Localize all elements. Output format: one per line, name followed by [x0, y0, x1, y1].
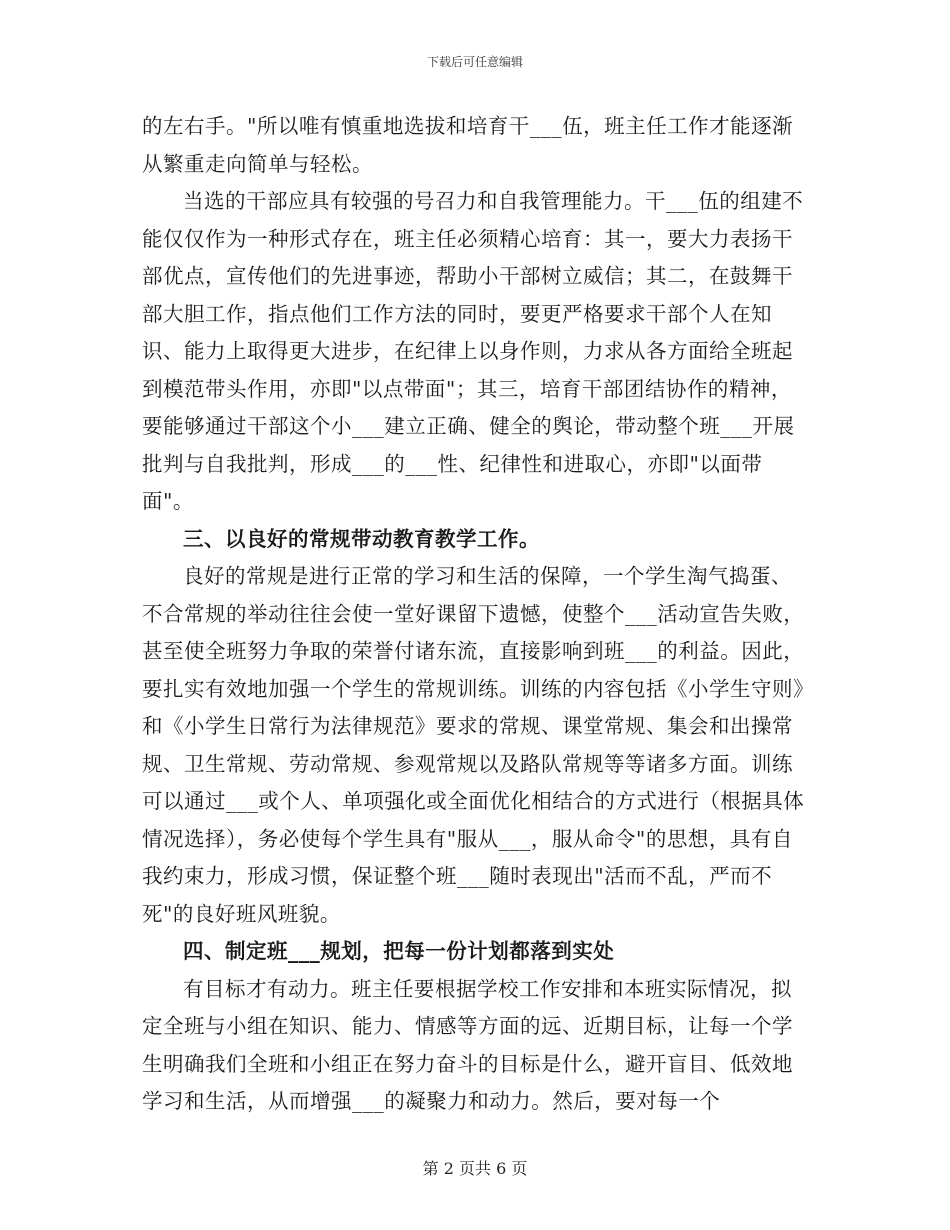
page-footer: 第 2 页共 6 页 — [422, 1159, 528, 1178]
document-body — [142, 108, 808, 1121]
paragraph-goals: 有目标才有动力。班主任要根据学校工作安排和本班实际情况，拟定全班与小组在知识、能力、情感等方面的远、近期目标，让每一个学生明确我们全班和小组正在努力奋斗的目标是什么，避开盲目、低效地学习和生活，从而增强___的凝聚力和动力。然后，要对每一个 — [142, 976, 793, 1113]
paragraph-routine-training: 良好的常规是进行正常的学习和生活的保障，一个学生淘气捣蛋、不合常规的举动往往会使一堂好课留下遗憾，使整个___活动宣告失败，甚至使全班努力争取的荣誉付诸东流，直接影响到班___的利益。因此，要扎实有效地加强一个学生的常规训练。训练的内容包括《小学生守则》和《小学生日常行为法律规范》要求的常规、课堂常规、集会和出操常规、卫生常规、劳动常规、参观常规以及路队常规等等诸多方面。训练可以通过___或个人、单项强化或全面优化相结合的方式进行（根据具体情况选择），务必使每个学生具有"服从___，服从命令"的思想，具有自我约束力，形成习惯，保证整个班___随时表现出"活而不乱，严而不死"的良好班风班貌。 — [142, 564, 805, 926]
section-heading-3: 三、以良好的常规带动教育教学工作。 — [183, 526, 540, 551]
paragraph-continuation: 的左右手。"所以唯有慎重地选拔和培育干___伍，班主任工作才能逐渐从繁重走向简单与轻松。 — [142, 114, 794, 176]
section-heading-4: 四、制定班___规划，把每一份计划都落到实处 — [183, 939, 615, 963]
page-header: 下载后可任意编辑 — [426, 55, 523, 69]
paragraph-cadre-training: 当选的干部应具有较强的号召力和自我管理能力。干___伍的组建不能仅仅作为一种形式存在，班主任必须精心培育：其一，要大力表扬干部优点，宣传他们的先进事迹，帮助小干部树立威信；其二，在鼓舞干部大胆工作，指点他们工作方法的同时，要更严格要求干部个人在知识、能力上取得更大进步，在纪律上以身作则，力求从各方面给全班起到模范带头作用，亦即"以点带面"；其三，培育干部团结协作的精神，要能够通过干部这个小___建立正确、健全的舆论，带动整个班___开展批判与自我批判，形成___的___性、纪律性和进取心，亦即"以面带面"。 — [142, 189, 804, 513]
